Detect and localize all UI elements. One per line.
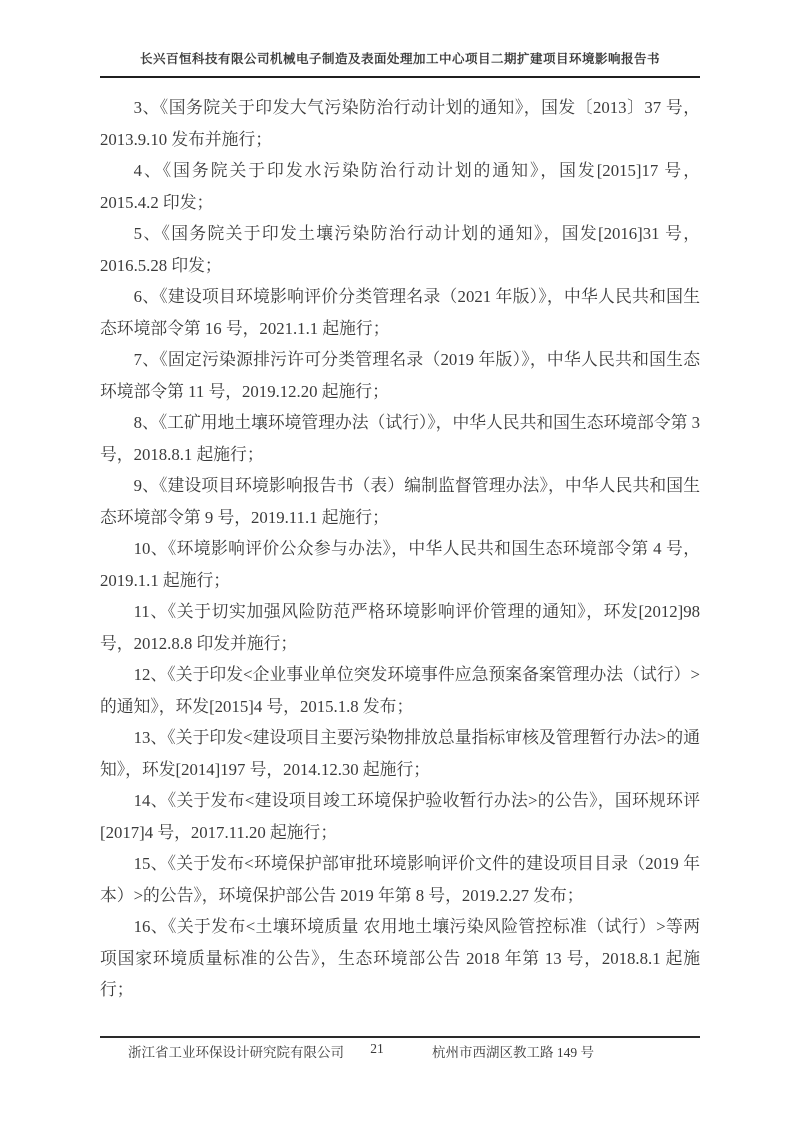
page-header-title: 长兴百恒科技有限公司机械电子制造及表面处理加工中心项目二期扩建项目环境影响报告书	[139, 52, 660, 66]
regulation-item: 9、《建设项目环境影响报告书（表）编制监督管理办法》，中华人民共和国生态环境部令第 9 号，2019.11.1 起施行；	[100, 476, 700, 527]
regulation-list	[100, 92, 700, 1006]
regulation-item: 15、《关于发布<环境保护部审批环境影响评价文件的建设项目目录（2019 年本）>的公告》，环境保护部公告 2019 年第 8 号，2019.2.27 发布；	[100, 854, 700, 905]
regulation-item: 3、《国务院关于印发大气污染防治行动计划的通知》，国发〔2013〕37 号，2013.9.10 发布并施行；	[100, 98, 700, 149]
regulation-item: 14、《关于发布<建设项目竣工环境保护验收暂行办法>的公告》，国环规环评[2017]4 号，2017.11.20 起施行；	[100, 791, 700, 842]
page-footer	[100, 1041, 700, 1063]
footer-address: 杭州市西湖区教工路 149 号	[432, 1045, 594, 1060]
regulation-item: 7、《固定污染源排污许可分类管理名录（2019 年版）》，中华人民共和国生态环境部令第 11 号，2019.12.20 起施行；	[100, 350, 700, 401]
header-divider	[100, 76, 700, 78]
regulation-item: 4、《国务院关于印发水污染防治行动计划的通知》，国发[2015]17 号，2015.4.2 印发；	[100, 161, 700, 212]
regulation-item: 12、《关于印发<企业事业单位突发环境事件应急预案备案管理办法（试行）>的通知》，环发[2015]4 号，2015.1.8 发布；	[100, 665, 700, 716]
footer-company-name: 浙江省工业环保设计研究院有限公司	[128, 1045, 344, 1060]
footer-divider	[100, 1036, 700, 1038]
regulation-item: 11、《关于切实加强风险防范严格环境影响评价管理的通知》，环发[2012]98 号，2012.8.8 印发并施行；	[100, 602, 700, 653]
regulation-item: 8、《工矿用地土壤环境管理办法（试行）》，中华人民共和国生态环境部令第 3 号，2018.8.1 起施行；	[100, 413, 700, 464]
regulation-item: 6、《建设项目环境影响评价分类管理名录（2021 年版）》，中华人民共和国生态环境部令第 16 号，2021.1.1 起施行；	[100, 287, 700, 338]
regulation-item: 16、《关于发布<土壤环境质量 农用地土壤污染风险管控标准（试行）>等两项国家环境质量标准的公告》，生态环境部公告 2018 年第 13 号，2018.8.1 起施行；	[100, 917, 700, 999]
regulation-item: 10、《环境影响评价公众参与办法》，中华人民共和国生态环境部令第 4 号，2019.1.1 起施行；	[100, 539, 700, 590]
regulation-item: 13、《关于印发<建设项目主要污染物排放总量指标审核及管理暂行办法>的通知》，环发[2014]197 号，2014.12.30 起施行；	[100, 728, 700, 779]
regulation-item: 5、《国务院关于印发土壤污染防治行动计划的通知》，国发[2016]31 号，2016.5.28 印发；	[100, 224, 700, 275]
page-number: 21	[370, 1041, 384, 1056]
